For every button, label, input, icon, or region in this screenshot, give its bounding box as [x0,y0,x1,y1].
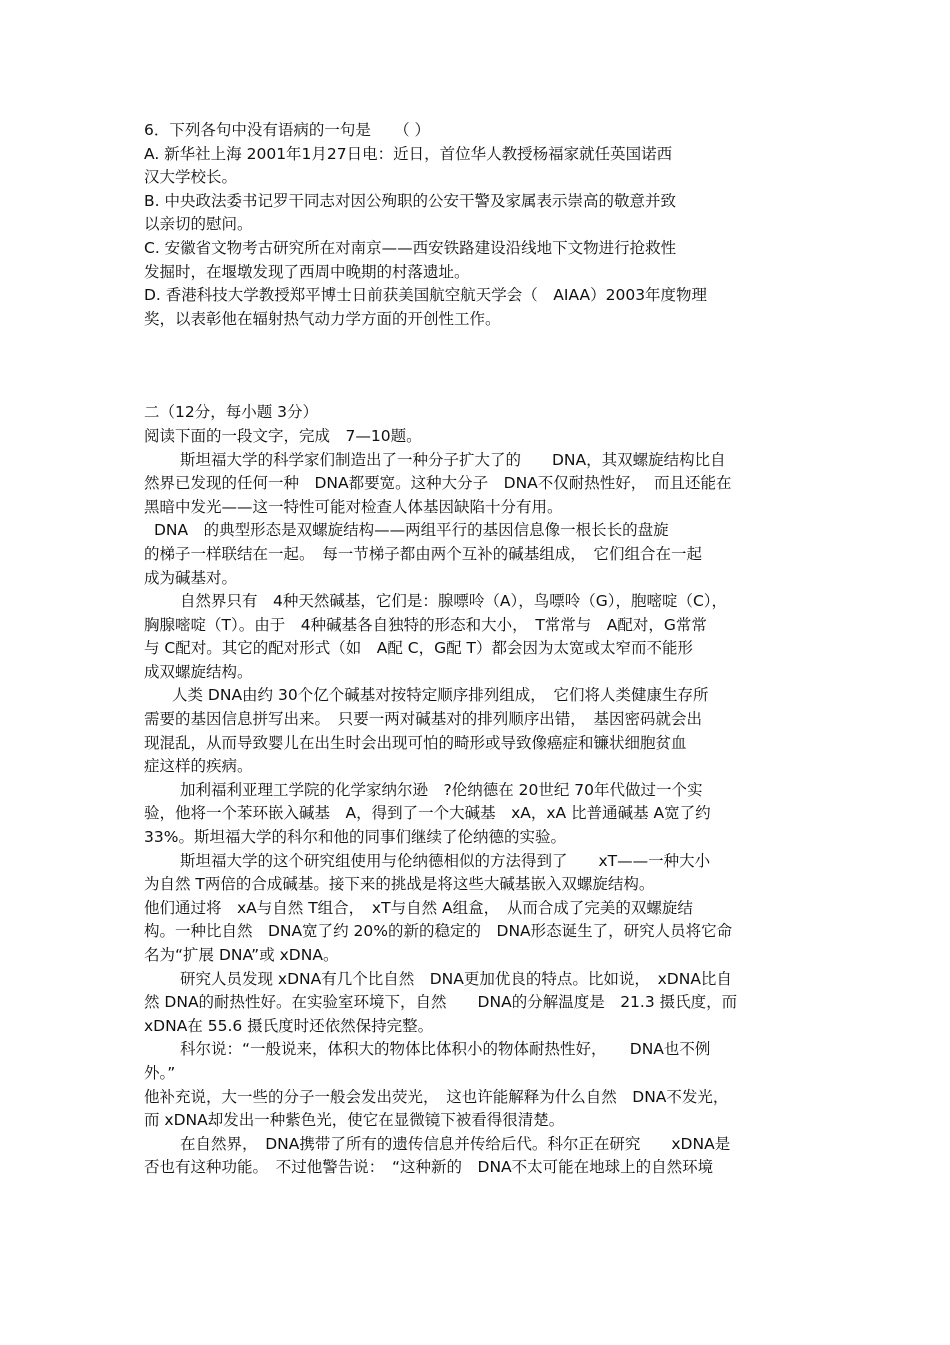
paragraph-7-line-2: 构。一种比自然 DNA宽了约 20%的新的稳定的 DNA形态诞生了，研究人员将它命 [144,922,733,941]
option-a-line-1: A. 新华社上海 2001年1月27日电：近日，首位华人教授杨福家就任英国诺西 [144,144,673,163]
paragraph-6-line-1: 斯坦福大学的这个研究组使用与伦纳德相似的方法得到了 xT——一种大小 [180,851,711,870]
paragraph-9-line-1: 科尔说：“一般说来，体积大的物体比体积小的物体耐热性好， DNA也不例 [180,1040,711,1059]
option-c-line-1: C. 安徽省文物考古研究所在对南京——西安铁路建设沿线地下文物进行抢救性 [144,238,677,257]
paragraph-8-line-1: 研究人员发现 xDNA有几个比自然 DNA更加优良的特点。比如说， xDNA比自 [180,969,732,988]
paragraph-3-line-1: 自然界只有 4种天然碱基，它们是：腺嘌呤（A），鸟嘌呤（G），胞嘧啶（C）， [180,592,728,611]
document-page [144,119,814,1180]
paragraph-4-line-2: 需要的基因信息拼写出来。 只要一两对碱基对的排列顺序出错， 基因密码就会出 [144,710,703,729]
paragraph-10-line-2: 而 xDNA却发出一种紫色光，使它在显微镜下被看得很清楚。 [144,1111,565,1130]
paragraph-4-line-1: 人类 DNA由约 30个亿个碱基对按特定顺序排列组成， 它们将人类健康生存所 [172,686,709,705]
option-a-line-2: 汉大学校长。 [144,168,238,187]
paragraph-5-line-3: 33%。斯坦福大学的科尔和他的同事们继续了伦纳德的实验。 [144,828,566,847]
option-d-line-2: 奖，以表彰他在辐射热气动力学方面的开创性工作。 [144,309,501,328]
paragraph-8-line-2: 然 DNA的耐热性好。在实验室环境下，自然 DNA的分解温度是 21.3 摄氏度，而 [144,993,738,1012]
paragraph-6-line-2: 为自然 T两倍的合成碱基。接下来的挑战是将这些大碱基嵌入双螺旋结构。 [144,875,655,894]
section-2-heading: 二（12分，每小题 3分） [144,403,319,422]
option-c-line-2: 发掘时，在堰墩发现了西周中晚期的村落遗址。 [144,262,470,281]
paragraph-1-line-2: 然界已发现的任何一种 DNA都要宽。这种大分子 DNA不仅耐热性好， 而且还能在 [144,474,732,493]
paragraph-4-line-3: 现混乱，从而导致婴儿在出生时会出现可怕的畸形或导致像癌症和镰状细胞贫血 [144,733,687,752]
paragraph-2-line-2: 的梯子一样联结在一起。 每一节梯子都由两个互补的碱基组成， 它们组合在一起 [144,544,703,563]
paragraph-11-line-2: 否也有这种功能。 不过他警告说： “这种新的 DNA不太可能在地球上的自然环境 [144,1158,714,1177]
section-2-instruction: 阅读下面的一段文字，完成 7—10题。 [144,426,422,445]
paragraph-5-line-2: 验，他将一个苯环嵌入碱基 A，得到了一个大碱基 xA，xA 比普通碱基 A宽了约 [144,804,711,823]
paragraph-7-line-3: 名为“扩展 DNA”或 xDNA。 [144,946,339,964]
paragraph-8-line-3: xDNA在 55.6 摄氏度时还依然保持完整。 [144,1016,434,1035]
option-b-line-1: B. 中央政法委书记罗干同志对因公殉职的公安干警及家属表示崇高的敬意并致 [144,191,676,210]
paragraph-11-line-1: 在自然界， DNA携带了所有的遗传信息并传给后代。科尔正在研究 xDNA是 [180,1134,731,1153]
option-d-line-1: D. 香港科技大学教授郑平博士日前获美国航空航天学会（ AIAA）2003年度物理 [144,286,708,305]
paragraph-4-line-4: 症这样的疾病。 [144,757,253,776]
paragraph-3-line-3: 与 C配对。其它的配对形式（如 A配 C，G配 T）都会因为太宽或太窄而不能形 [144,639,694,658]
option-b-line-2: 以亲切的慰问。 [144,215,253,234]
paragraph-5-line-1: 加利福利亚理工学院的化学家纳尔逊 ?伦纳德在 20世纪 70年代做过一个实 [180,780,703,799]
paragraph-3-line-2: 胸腺嘧啶（T）。由于 4种碱基各自独特的形态和大小， T常常与 A配对，G常常 [144,615,707,634]
paragraph-3-line-4: 成双螺旋结构。 [144,662,253,681]
paragraph-1-line-3: 黑暗中发光——这一特性可能对检查人体基因缺陷十分有用。 [144,497,563,516]
paragraph-10-line-1: 他补充说，大一些的分子一般会发出荧光， 这也许能解释为什么自然 DNA不发光， [144,1087,729,1106]
paragraph-7-line-1: 他们通过将 xA与自然 T组合， xT与自然 A组盒， 从而合成了完美的双螺旋结 [144,898,693,917]
question-6-stem: 6．下列各句中没有语病的一句是 （ ） [144,121,431,139]
paragraph-1-line-1: 斯坦福大学的科学家们制造出了一种分子扩大了的 DNA，其双螺旋结构比自 [180,450,726,469]
paragraph-2-line-3: 成为碱基对。 [144,568,238,587]
section-gap [144,331,814,401]
paragraph-9-line-2: 外。” [144,1063,176,1082]
paragraph-2-line-1: DNA 的典型形态是双螺旋结构——两组平行的基因信息像一根长长的盘旋 [154,521,669,540]
